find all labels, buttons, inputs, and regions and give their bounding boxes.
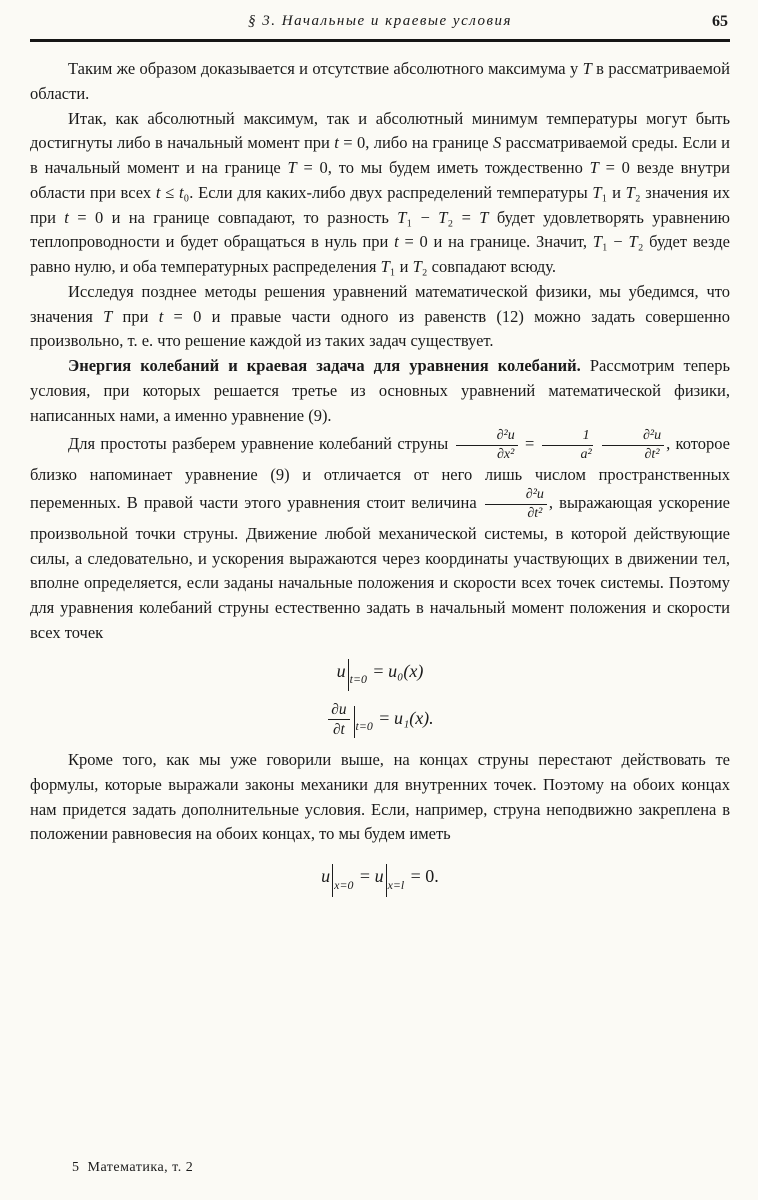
paragraph-solution-existence: Исследуя позднее методы решения уравнений математической физики, мы убедимся, что значения T при t = 0 и правые части одного из равенств (12) можно задать совершенно произвольно, т. е. что решение каждой из таких задач существует. xyxy=(30,281,730,351)
paragraph-string-equation: Для простоты разберем уравнение колебаний струны $\frac{\text{∂²u}}{\text{∂x²}}$ = $\frac{1}{\text{a²}}$ $\frac{\text{∂²u}}{\text{∂t²}}$ , которое близко напоминает уравнение (9) и отличается от него лишь числом пространственных переменных. В правой части этого уравнения стоит величина $\frac{\text{∂²u}}{\text{∂t²}}$ , выражающая ускорение произвольной точки струны. Движение любой механической системы, в которой действующие силы, а следовательно, и ускорения выражаются через координаты участвующих в движении тел, вполне определяется, если заданы начальные положения и скорости всех точек системы. Поэтому для уравнения колебаний струны естественно задать в начальный момент положения и скорости всех точек xyxy=(30,428,731,642)
equation-initial-displacement: u $_{t=0}$ = u₀(x) xyxy=(30,658,730,691)
printer-signature: 5 Математика, т. 2 xyxy=(72,1160,194,1175)
equation-fixed-ends: u $_{x=0}$ = u $_{x=l}$ = 0. xyxy=(30,863,730,896)
running-header xyxy=(30,13,730,30)
equation-initial-velocity: $\frac{\partial u}{\partial t}$ $_{t=0}$ = u₁(x). xyxy=(30,701,730,738)
paragraph-boundary-conditions: Кроме того, как мы уже говорили выше, на концах струны перестают действовать те формулы, которые выражали законы механики для внутренних точек. Поэтому на обоих концах нам придется задать дополнительные условия. Если, например, струна неподвижно закреплена в положении равновесия на обоих концах, то мы будем иметь xyxy=(30,750,730,844)
running-header-title: § 3. Начальные и краевые условия xyxy=(248,13,512,29)
paragraph-max-absence: Таким же образом доказывается и отсутствие абсолютного максимума у T в рассматриваемой области. xyxy=(30,59,730,103)
page-body xyxy=(30,57,730,907)
initial-conditions-equations xyxy=(30,658,730,739)
paragraph-min-max-boundary: Итак, как абсолютный максимум, так и абсолютный минимум температуры могут быть достигнуты либо в начальный момент при t = 0, либо на границе S рассматриваемой среды. Если и в начальный момент и на границе T = 0, то мы будем иметь тождественно T = 0 везде внутри области при всех t ≤ t₀. Если для каких-либо двух распределений температуры T₁ и T₂ значения их при t = 0 и на границе совпадают, то разность T₁ − T₂ = T будет удовлетворять уравнению теплопроводности и будет обращаться в нуль при t = 0 и на границе. Значит, T₁ − T₂ будет везде равно нулю, и оба температурных распределения T₁ и T₂ совпадают всюду. xyxy=(30,108,731,276)
paragraph-energy-heading: Энергия колебаний и краевая задача для уравнения колебаний. Рассмотрим теперь условия, при которых решается третье из основных уравнений математической физики, написанных нами, а именно уравнение (9). xyxy=(30,356,730,425)
page-number: 65 xyxy=(712,13,728,30)
header-rule xyxy=(30,39,730,42)
